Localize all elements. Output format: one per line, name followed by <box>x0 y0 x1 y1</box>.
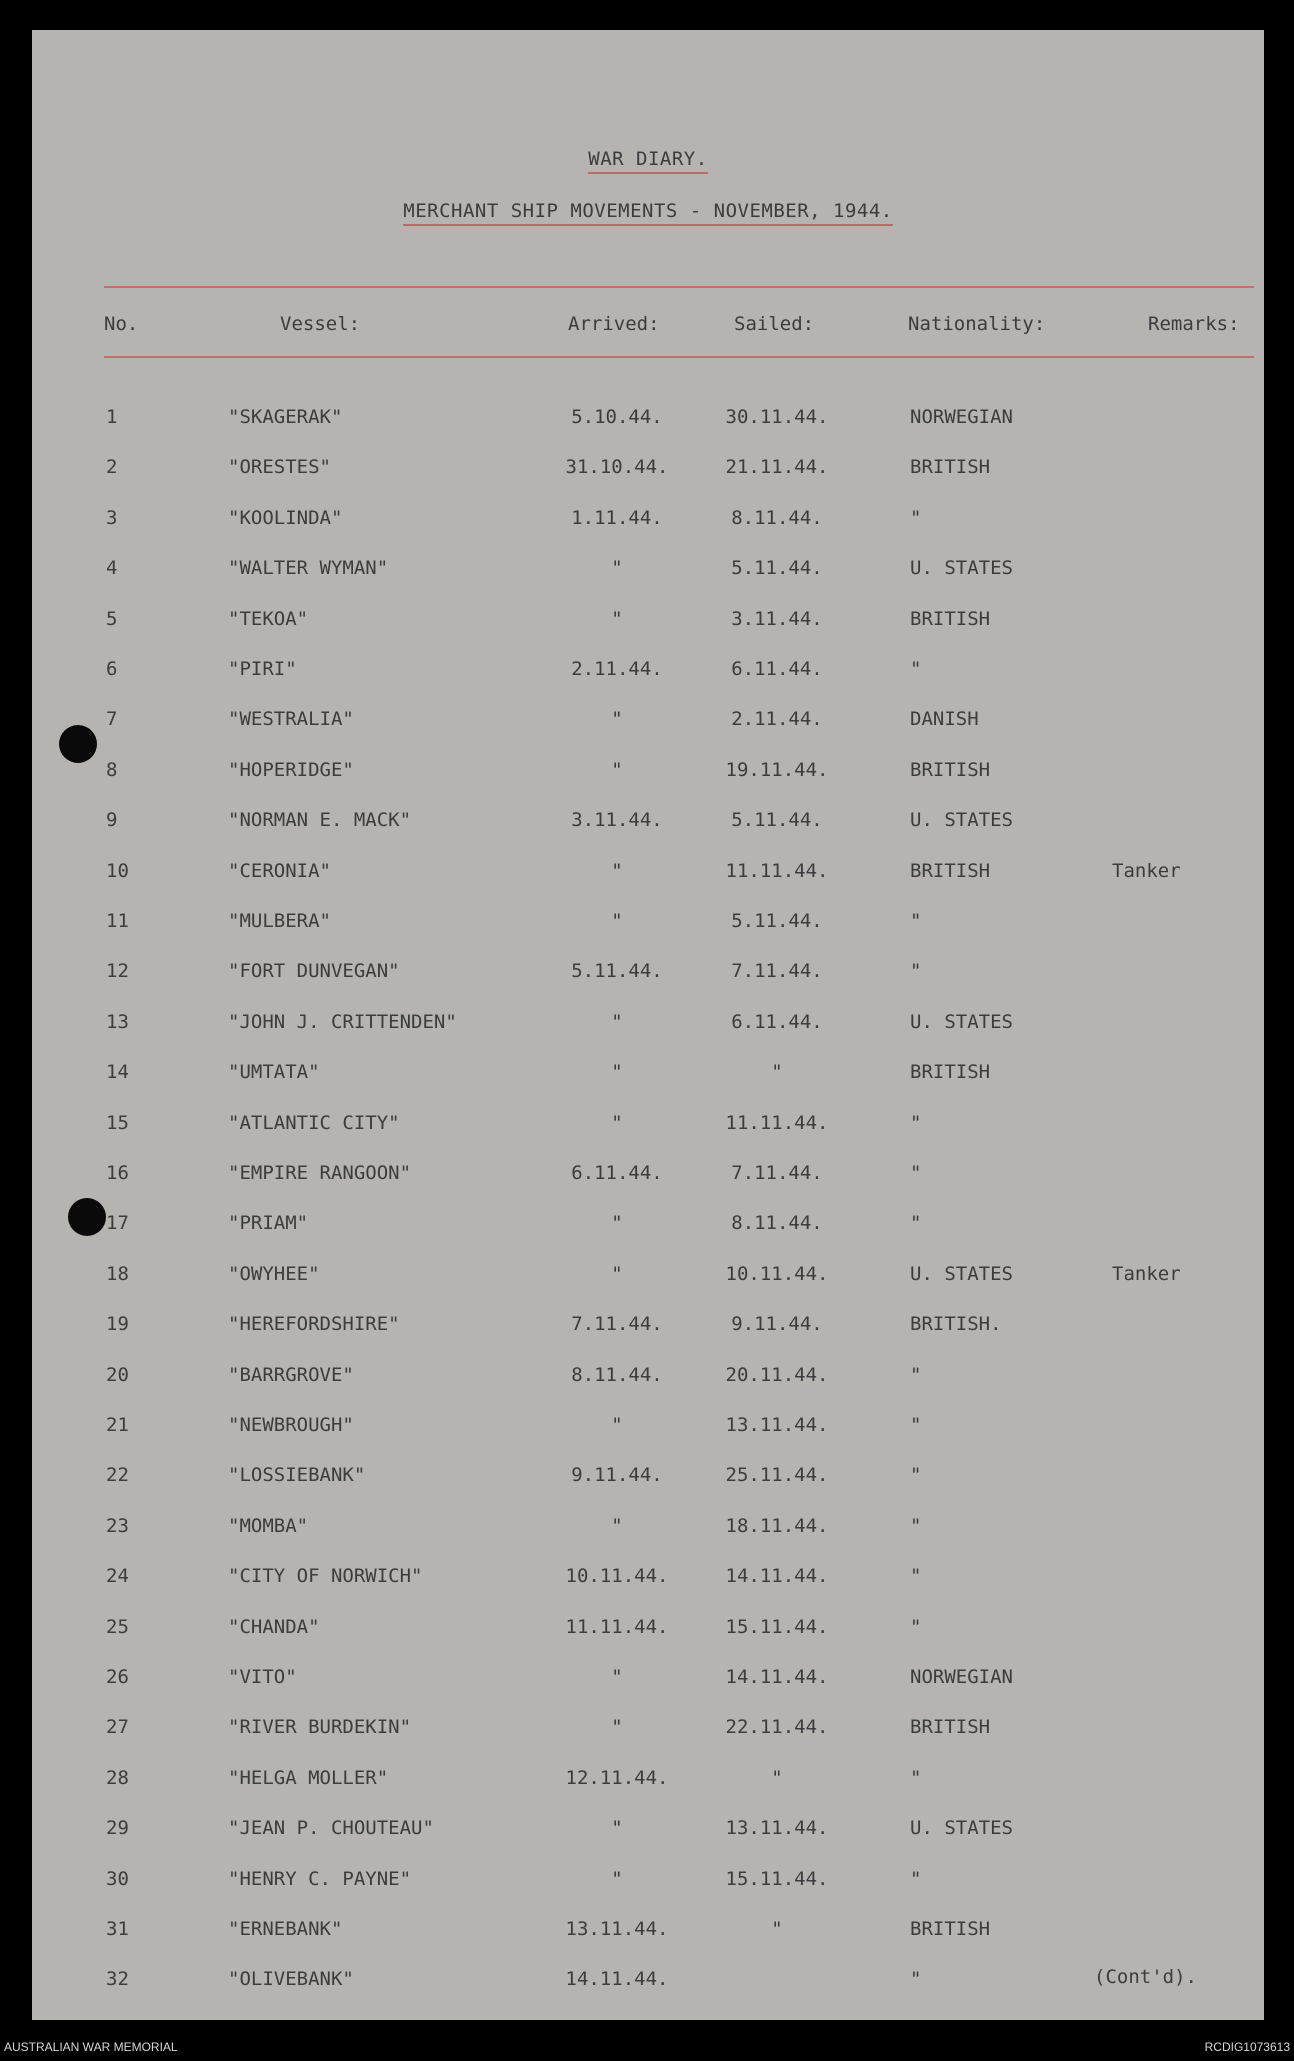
row-number: 20 <box>106 1363 129 1386</box>
nationality: " <box>910 1363 922 1386</box>
table-row <box>32 1263 1264 1293</box>
table-row <box>32 960 1264 990</box>
punch-hole <box>59 725 97 763</box>
vessel-name: "KOOLINDA" <box>228 506 343 529</box>
sailed-date: " <box>771 1061 783 1084</box>
arrived-date: " <box>611 607 623 630</box>
remarks: Tanker <box>1112 859 1181 882</box>
table-row <box>32 1212 1264 1242</box>
arrived-date: " <box>611 1666 623 1688</box>
vessel-name: "FORT DUNVEGAN" <box>228 960 400 983</box>
row-number: 23 <box>106 1514 129 1537</box>
nationality: " <box>910 1615 922 1638</box>
vessel-name: "PRIAM" <box>228 1212 309 1235</box>
arrived-date: " <box>611 1414 623 1436</box>
arrived-date: " <box>611 1514 623 1537</box>
arrived-date: " <box>611 708 623 731</box>
table-row <box>32 406 1264 436</box>
arrived-date: 2.11.44. <box>571 658 663 680</box>
row-number: 32 <box>106 1968 129 1991</box>
nationality: " <box>910 1212 922 1235</box>
table-row <box>32 809 1264 839</box>
nationality: BRITISH <box>910 859 991 882</box>
nationality: " <box>910 506 922 529</box>
remarks: Tanker <box>1112 1262 1181 1285</box>
sailed-date: " <box>771 1766 783 1789</box>
sailed-date: 11.11.44. <box>725 859 829 882</box>
vessel-name: "ERNEBANK" <box>228 1918 343 1940</box>
table-row <box>32 910 1264 940</box>
vessel-name: "HENRY C. PAYNE" <box>228 1867 412 1890</box>
row-number: 13 <box>106 1010 129 1033</box>
sailed-date: 19.11.44. <box>725 758 829 781</box>
table-row <box>32 1313 1264 1343</box>
nationality: " <box>910 1514 922 1537</box>
nationality: " <box>910 1464 922 1487</box>
document-page <box>32 30 1264 2020</box>
table-row <box>32 1716 1264 1746</box>
row-number: 16 <box>106 1162 129 1184</box>
sailed-date: 15.11.44. <box>725 1615 829 1638</box>
vessel-name: "EMPIRE RANGOON" <box>228 1162 412 1184</box>
nationality: BRITISH <box>910 1716 991 1739</box>
row-number: 10 <box>106 859 129 882</box>
row-number: 5 <box>106 607 118 630</box>
vessel-name: "LOSSIEBANK" <box>228 1464 366 1487</box>
sailed-date: 18.11.44. <box>725 1514 829 1537</box>
nationality: DANISH <box>910 708 979 731</box>
nationality: NORWEGIAN <box>910 1666 1013 1688</box>
row-number: 4 <box>106 557 118 580</box>
arrived-date: 13.11.44. <box>565 1918 669 1940</box>
sailed-date: 15.11.44. <box>725 1867 829 1890</box>
row-number: 8 <box>106 758 118 781</box>
arrived-date: 14.11.44. <box>565 1968 669 1991</box>
nationality: " <box>910 1968 922 1991</box>
row-number: 30 <box>106 1867 129 1890</box>
row-number: 17 <box>106 1212 129 1235</box>
sailed-date: 9.11.44. <box>731 1313 823 1336</box>
vessel-name: "RIVER BURDEKIN" <box>228 1716 412 1739</box>
nationality: " <box>910 910 922 932</box>
sailed-date: 30.11.44. <box>725 406 829 428</box>
sailed-date: 3.11.44. <box>731 607 823 630</box>
table-row <box>32 1666 1264 1696</box>
vessel-name: "HELGA MOLLER" <box>228 1766 389 1789</box>
vessel-name: "WESTRALIA" <box>228 708 354 731</box>
arrived-date: " <box>611 910 623 932</box>
vessel-name: "HOPERIDGE" <box>228 758 354 781</box>
arrived-date: " <box>611 557 623 580</box>
sailed-date: 20.11.44. <box>725 1363 829 1386</box>
arrived-date: " <box>611 1061 623 1084</box>
arrived-date: " <box>611 1716 623 1739</box>
table-row <box>32 1112 1264 1142</box>
sailed-date: 8.11.44. <box>731 1212 823 1235</box>
row-number: 31 <box>106 1918 129 1940</box>
document-subtitle: MERCHANT SHIP MOVEMENTS - NOVEMBER, 1944. <box>32 200 1264 222</box>
nationality: " <box>910 1867 922 1890</box>
sailed-date: 8.11.44. <box>731 506 823 529</box>
arrived-date: 10.11.44. <box>565 1565 669 1588</box>
table-row <box>32 1061 1264 1091</box>
table-row <box>32 608 1264 638</box>
table-row <box>32 860 1264 890</box>
vessel-name: "BARRGROVE" <box>228 1363 354 1386</box>
row-number: 1 <box>106 406 118 428</box>
arrived-date: 5.11.44. <box>571 960 663 983</box>
table-row <box>32 1464 1264 1494</box>
row-number: 24 <box>106 1565 129 1588</box>
vessel-name: "CERONIA" <box>228 859 331 882</box>
sailed-date: 14.11.44. <box>725 1565 829 1588</box>
nationality: NORWEGIAN <box>910 406 1013 428</box>
vessel-name: "CHANDA" <box>228 1615 320 1638</box>
arrived-date: 31.10.44. <box>565 456 669 479</box>
column-header-remarks: Remarks: <box>1148 313 1240 335</box>
table-row <box>32 557 1264 587</box>
arrived-date: " <box>611 1867 623 1890</box>
vessel-name: "OLIVEBANK" <box>228 1968 354 1991</box>
row-number: 18 <box>106 1262 129 1285</box>
nationality: U. STATES <box>910 1010 1013 1033</box>
sailed-date: 13.11.44. <box>725 1414 829 1436</box>
table-row <box>32 1817 1264 1847</box>
row-number: 29 <box>106 1817 129 1840</box>
nationality: BRITISH <box>910 456 991 479</box>
sailed-date: 6.11.44. <box>731 1010 823 1033</box>
sailed-date: 5.11.44. <box>731 809 823 832</box>
table-row <box>32 1515 1264 1545</box>
table-row <box>32 456 1264 486</box>
table-row <box>32 658 1264 688</box>
vessel-name: "JEAN P. CHOUTEAU" <box>228 1817 434 1840</box>
sailed-date: 10.11.44. <box>725 1262 829 1285</box>
row-number: 21 <box>106 1414 129 1436</box>
vessel-name: "SKAGERAK" <box>228 406 343 428</box>
arrived-date: 6.11.44. <box>571 1162 663 1184</box>
column-header-arrived: Arrived: <box>568 313 660 335</box>
row-number: 27 <box>106 1716 129 1739</box>
vessel-name: "VITO" <box>228 1666 297 1688</box>
column-header-nationality: Nationality: <box>908 313 1046 335</box>
column-header-vessel: Vessel: <box>280 313 361 335</box>
row-number: 6 <box>106 658 118 680</box>
nationality: BRITISH <box>910 1061 991 1084</box>
sailed-date: 21.11.44. <box>725 456 829 479</box>
vessel-name: "PIRI" <box>228 658 297 680</box>
arrived-date: " <box>611 1212 623 1235</box>
row-number: 2 <box>106 456 118 479</box>
arrived-date: " <box>611 1262 623 1285</box>
vessel-name: "OWYHEE" <box>228 1262 320 1285</box>
row-number: 11 <box>106 910 129 932</box>
vessel-name: "TEKOA" <box>228 607 309 630</box>
table-row <box>32 1616 1264 1646</box>
vessel-name: "MOMBA" <box>228 1514 309 1537</box>
table-row <box>32 1565 1264 1595</box>
row-number: 15 <box>106 1111 129 1134</box>
sailed-date: " <box>771 1918 783 1940</box>
sailed-date: 6.11.44. <box>731 658 823 680</box>
nationality: U. STATES <box>910 1817 1013 1840</box>
row-number: 25 <box>106 1615 129 1638</box>
sailed-date: 2.11.44. <box>731 708 823 731</box>
nationality: " <box>910 1414 922 1436</box>
footer-archive-name: AUSTRALIAN WAR MEMORIAL <box>4 2040 178 2054</box>
punch-hole <box>68 1198 106 1236</box>
row-number: 12 <box>106 960 129 983</box>
vessel-name: "CITY OF NORWICH" <box>228 1565 423 1588</box>
arrived-date: 1.11.44. <box>571 506 663 529</box>
vessel-name: "WALTER WYMAN" <box>228 557 389 580</box>
arrived-date: 3.11.44. <box>571 809 663 832</box>
nationality: " <box>910 1111 922 1134</box>
table-row <box>32 1414 1264 1444</box>
sailed-date: 13.11.44. <box>725 1817 829 1840</box>
table-row <box>32 507 1264 537</box>
arrived-date: 7.11.44. <box>571 1313 663 1336</box>
nationality: " <box>910 1766 922 1789</box>
vessel-name: "NORMAN E. MACK" <box>228 809 412 832</box>
vessel-name: "ORESTES" <box>228 456 331 479</box>
arrived-date: 9.11.44. <box>571 1464 663 1487</box>
column-header-sailed: Sailed: <box>734 313 815 335</box>
document-title: WAR DIARY. <box>32 148 1264 170</box>
sailed-date: 11.11.44. <box>725 1111 829 1134</box>
nationality: " <box>910 658 922 680</box>
nationality: U. STATES <box>910 1262 1013 1285</box>
nationality: BRITISH. <box>910 1313 1002 1336</box>
arrived-date: " <box>611 1010 623 1033</box>
table-row <box>32 1162 1264 1192</box>
row-number: 7 <box>106 708 118 731</box>
row-number: 9 <box>106 809 118 832</box>
arrived-date: 8.11.44. <box>571 1363 663 1386</box>
arrived-date: " <box>611 859 623 882</box>
row-number: 14 <box>106 1061 129 1084</box>
row-number: 28 <box>106 1766 129 1789</box>
table-row <box>32 708 1264 738</box>
arrived-date: " <box>611 758 623 781</box>
nationality: BRITISH <box>910 607 991 630</box>
row-number: 3 <box>106 506 118 529</box>
nationality: " <box>910 960 922 983</box>
sailed-date: 5.11.44. <box>731 557 823 580</box>
table-row <box>32 1011 1264 1041</box>
nationality: " <box>910 1565 922 1588</box>
row-number: 19 <box>106 1313 129 1336</box>
footer-record-id: RCDIG1073613 <box>1204 2040 1290 2054</box>
sailed-date: 7.11.44. <box>731 1162 823 1184</box>
arrived-date: 5.10.44. <box>571 406 663 428</box>
vessel-name: "JOHN J. CRITTENDEN" <box>228 1010 457 1033</box>
row-number: 26 <box>106 1666 129 1688</box>
header-rule-bottom <box>104 356 1254 358</box>
vessel-name: "UMTATA" <box>228 1061 320 1084</box>
sailed-date: 7.11.44. <box>731 960 823 983</box>
arrived-date: " <box>611 1817 623 1840</box>
arrived-date: 12.11.44. <box>565 1766 669 1789</box>
table-row <box>32 759 1264 789</box>
table-row <box>32 1767 1264 1797</box>
vessel-name: "MULBERA" <box>228 910 331 932</box>
sailed-date: 25.11.44. <box>725 1464 829 1487</box>
sailed-date: 14.11.44. <box>725 1666 829 1688</box>
sailed-date: 22.11.44. <box>725 1716 829 1739</box>
vessel-name: "NEWBROUGH" <box>228 1414 354 1436</box>
table-row <box>32 1918 1264 1948</box>
vessel-name: "HEREFORDSHIRE" <box>228 1313 400 1336</box>
table-row <box>32 1868 1264 1898</box>
nationality: BRITISH <box>910 758 991 781</box>
table-row <box>32 1968 1264 1998</box>
nationality: U. STATES <box>910 809 1013 832</box>
vessel-name: "ATLANTIC CITY" <box>228 1111 400 1134</box>
row-number: 22 <box>106 1464 129 1487</box>
nationality: BRITISH <box>910 1918 991 1940</box>
continued-note: (Cont'd). <box>1094 1966 1197 1988</box>
sailed-date: 5.11.44. <box>731 910 823 932</box>
header-rule-top <box>104 286 1254 288</box>
nationality: U. STATES <box>910 557 1013 580</box>
column-header-no: No. <box>104 313 139 335</box>
arrived-date: " <box>611 1111 623 1134</box>
nationality: " <box>910 1162 922 1184</box>
table-row <box>32 1364 1264 1394</box>
arrived-date: 11.11.44. <box>565 1615 669 1638</box>
